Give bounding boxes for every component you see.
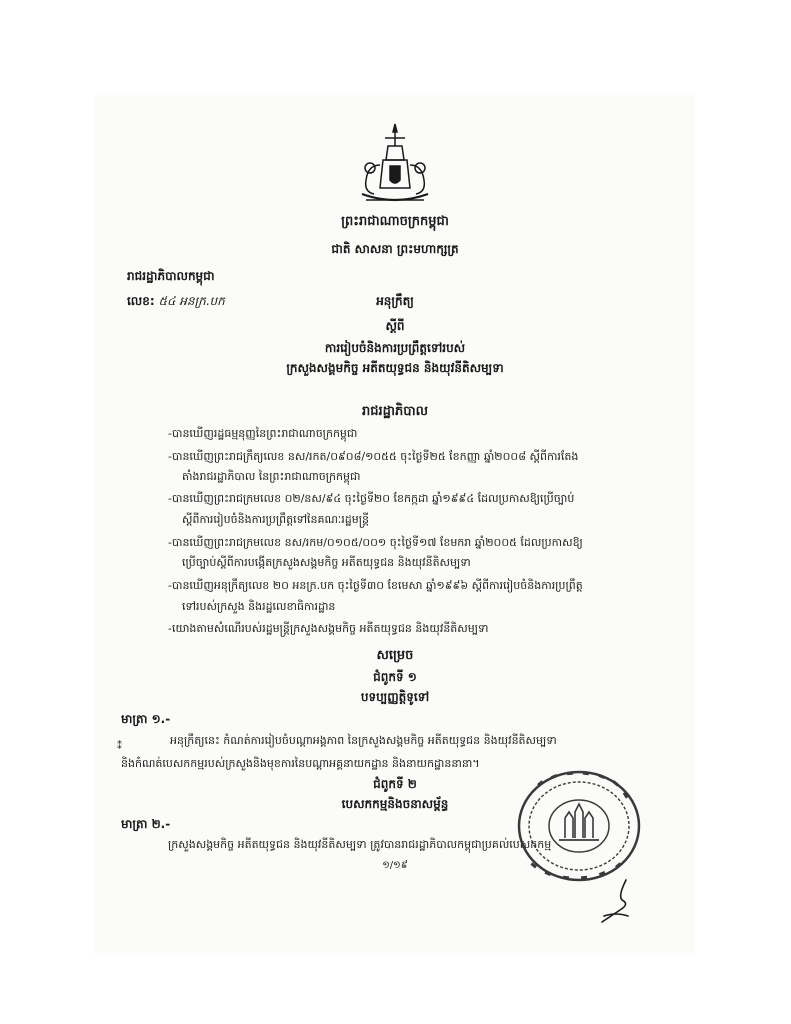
article-1-text: និងកំណត់បេសកកម្មរបស់ក្រសួងនិងមុខការនៃបណ្តាអគ្គនាយកដ្ឋាន និងនាយកដ្ឋាននានា។ (121, 757, 480, 770)
margin-mark: ⁑ (117, 741, 122, 752)
official-stamp-icon (515, 768, 643, 886)
preamble-line: -បានឃើញព្រះរាជក្រមលេខ នស/រកម/០១០៥/០០១ ចុះថ្ងៃទី១៧ ខែមករា ឆ្នាំ២០០៥ ដែលប្រកាសឱ្យ (168, 536, 583, 549)
chapter-2-heading: ជំពូកទី ២ (373, 777, 417, 791)
article-1-heading: មាត្រា ១.- (121, 712, 171, 726)
preamble-line: -បានឃើញអនុក្រឹត្យលេខ ២០ អនក្រ.បក ចុះថ្ងៃទី៣០ ខែមេសា ឆ្នាំ១៩៩៦ ស្តីពីការរៀបចំនិងការប្រព្រឹត្ត (168, 579, 583, 592)
preamble-line: -យោងតាមសំណើរបស់រដ្ឋមន្ត្រីក្រសួងសង្គមកិច្ច អតីតយុទ្ធជន និងយុវនីតិសម្បទា (168, 622, 489, 635)
preamble-line: តាំងរាជរដ្ឋាភិបាល នៃព្រះរាជាណាចក្រកម្ពុជា (182, 470, 361, 483)
handwritten-number: ៥៤ អនក្រ.បក (158, 294, 225, 308)
chapter-2-title: បេសកកម្មនិងចនាសម្ព័ន្ធ (341, 797, 449, 811)
preamble-line: ទៅរបស់ក្រសួង និងរដ្ឋលេខាធិការដ្ឋាន (182, 600, 336, 613)
article-1-text: អនុក្រឹត្យនេះ កំណត់ការរៀបចំបណ្តាអង្គភាព នៃក្រសួងសង្គមកិច្ច អតីតយុទ្ធជន និងយុវនីតិសម្បទា (170, 734, 557, 747)
national-motto: ជាតិ សាសនា ព្រះមហាក្សត្រ (331, 242, 459, 256)
subject-line-1: ការរៀបចំនិងការប្រព្រឹត្តទៅរបស់ (324, 341, 466, 355)
preamble-line: -បានឃើញរដ្ឋធម្មនុញ្ញនៃព្រះរាជាណាចក្រកម្ពុជា (168, 427, 358, 440)
subject-line-2: ក្រសួងសង្គមកិច្ច អតីតយុទ្ធជន និងយុវនីតិសម្បទា (286, 361, 504, 375)
document-type: អនុក្រឹត្យ (376, 294, 414, 308)
preamble-heading: រាជរដ្ឋាភិបាល (361, 404, 428, 419)
page-number: ១/១៩ (382, 860, 408, 871)
government-label: រាជរដ្ឋាភិបាលកម្ពុជា (127, 269, 215, 283)
preamble-line: -បានឃើញព្រះរាជក្រឹត្យលេខ នស/រកត/០៩០៨/១០៥៥ ចុះថ្ងៃទី២៥ ខែកញ្ញា ឆ្នាំ២០០៨ ស្តីពីការតែង (168, 450, 579, 463)
chapter-1-title: បទប្បញ្ញត្តិទូទៅ (360, 690, 430, 704)
royal-coat-of-arms-icon (350, 120, 440, 210)
number-label: លេខ: (127, 294, 155, 308)
about-label: ស្តីពី (385, 319, 405, 333)
preamble-line: ស្តីពីការរៀបចំនិងការប្រព្រឹត្តទៅនៃគណៈរដ្ឋមន្ត្រី (182, 513, 369, 526)
preamble-line: ប្រើច្បាប់ស្តីពីការបង្កើតក្រសួងសង្គមកិច្ច អតីតយុទ្ធជន និងយុវនីតិសម្បទា (182, 556, 471, 569)
article-2-heading: មាត្រា ២.- (121, 817, 171, 831)
preamble-line: -បានឃើញព្រះរាជក្រមលេខ ០២/នស/៩៤ ចុះថ្ងៃទី២០ ខែកក្កដា ឆ្នាំ១៩៩៤ ដែលប្រកាសឱ្យប្រើច្បាប់ (168, 492, 575, 505)
chapter-1-heading: ជំពូកទី ១ (373, 670, 417, 684)
signature-icon (596, 876, 636, 926)
decision-heading: សម្រេច (376, 648, 414, 663)
kingdom-title: ព្រះរាជាណាចក្រកម្ពុជា (341, 214, 449, 229)
article-2-text: ក្រសួងសង្គមកិច្ច អតីតយុទ្ធជន និងយុវនីតិសម្បទា ត្រូវបានរាជរដ្ឋាភិបាលកម្ពុជាប្រគល់បេសកកម្ម (168, 838, 552, 851)
